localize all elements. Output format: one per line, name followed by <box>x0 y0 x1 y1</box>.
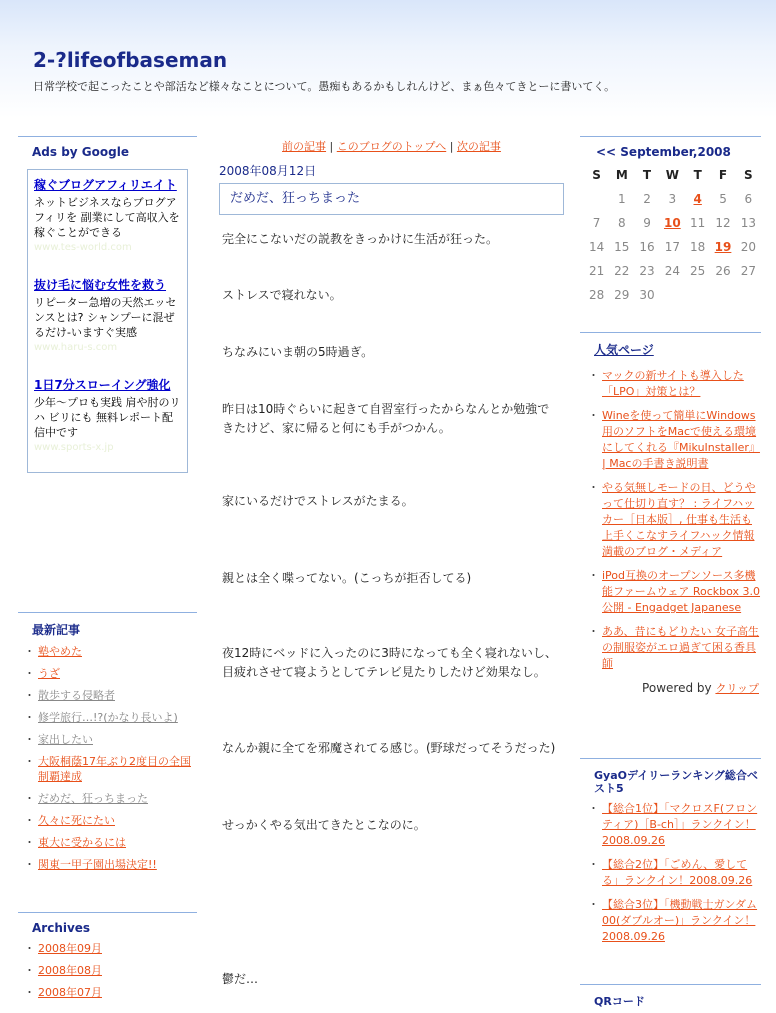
post-paragraph: せっかくやる気出てきたとこなのに。 <box>222 818 426 832</box>
calendar-day: 30 <box>639 288 655 302</box>
popular-page-link[interactable]: iPod互換のオープンソース多機能ファームウェア Rockbox 3.0公開 - Engadget Japanese <box>602 569 761 614</box>
recent-posts <box>18 612 197 879</box>
calendar-day: 16 <box>639 240 655 254</box>
calendar-title[interactable]: << September,2008 <box>580 136 761 163</box>
recent-post-link[interactable]: 修学旅行…!?(かなり長いよ) <box>38 711 178 724</box>
popular-page-link[interactable]: マックの新サイトも導入した「LPO」対策とは？ <box>602 369 744 398</box>
ad-item[interactable] <box>34 276 181 354</box>
archives <box>18 912 197 1007</box>
calendar-day: 8 <box>617 216 626 230</box>
calendar-weekdays <box>584 163 761 187</box>
popular-page-link[interactable]: やる気無しモードの日、どうやって仕切り直す？ : ライフハッカー［日本版］, 仕事も生活も上手くこなすライフハック情報満載のブログ・メディア <box>602 481 756 558</box>
qr-code-title: QRコード <box>580 984 761 1013</box>
calendar-day <box>736 283 761 307</box>
list-item <box>592 624 761 672</box>
list-item <box>28 710 197 725</box>
list-item <box>28 813 197 828</box>
popular-pages-title[interactable]: 人気ページ <box>580 332 761 368</box>
gyao-ranking-link[interactable]: 【総合2位】「ごめん、愛してる」ランクイン！2008.09.26 <box>602 858 753 887</box>
ad-url: www.haru-s.com <box>34 342 118 353</box>
calendar-day: 7 <box>592 216 601 230</box>
calendar-week <box>584 187 761 211</box>
list-item <box>592 857 761 889</box>
calendar-day: 29 <box>614 288 630 302</box>
post-paragraph: なんか親に全てを邪魔されてる感じ。(野球だってそうだった) <box>222 741 556 755</box>
calendar-day: 2 <box>643 192 651 206</box>
list-item <box>28 754 197 784</box>
recent-posts-list <box>18 644 197 872</box>
calendar-day: 27 <box>740 264 757 278</box>
post-paragraph: ストレスで寝れない。 <box>222 288 342 302</box>
calendar-day: 22 <box>614 264 630 278</box>
post-navigation <box>219 136 564 154</box>
calendar-weekday: F <box>718 168 728 182</box>
calendar-day <box>685 283 710 307</box>
right-sidebar <box>580 136 761 1009</box>
list-item <box>592 568 761 616</box>
calendar-week <box>584 235 761 259</box>
calendar-weekday: S <box>592 168 601 182</box>
recent-post-link[interactable]: 家出したい <box>38 733 93 746</box>
recent-post-link[interactable]: 散歩する侵略者 <box>38 689 115 702</box>
calendar-day <box>685 187 710 211</box>
calendar-day: 20 <box>740 240 757 254</box>
calendar-day: 17 <box>664 240 680 254</box>
calendar-week <box>584 283 761 307</box>
archive-link[interactable]: 2008年09月 <box>38 942 102 955</box>
calendar-day: 9 <box>643 216 651 230</box>
calendar-day: 15 <box>614 240 630 254</box>
calendar-day <box>710 235 735 259</box>
calendar-weekday: W <box>665 168 679 182</box>
calendar-weekday: S <box>744 168 753 182</box>
archives-title: Archives <box>18 912 197 941</box>
calendar-day: 3 <box>668 192 677 206</box>
calendar-body <box>584 187 761 307</box>
gyao-ranking-link[interactable]: 【総合3位】「機動戦士ガンダム00(ダブルオー)」ランクイン！2008.09.26 <box>602 898 758 943</box>
calendar-day-link[interactable]: 19 <box>714 240 732 254</box>
list-item <box>28 963 197 978</box>
nav-separator: | <box>329 140 334 153</box>
list-item <box>592 897 761 945</box>
calendar-day-link[interactable]: 10 <box>663 216 681 230</box>
list-item <box>28 835 197 850</box>
calendar-weekday: T <box>642 168 652 182</box>
gyao-ranking <box>580 758 761 953</box>
recent-post-link[interactable]: 関東一甲子園出場決定!! <box>38 858 157 871</box>
post-paragraph: 家にいるだけでストレスがたまる。 <box>222 494 414 508</box>
popular-pages <box>580 332 761 696</box>
powered-by <box>580 680 761 696</box>
list-item <box>28 644 197 659</box>
gyao-ranking-title: GyaOデイリーランキング総合ベスト5 <box>580 758 761 801</box>
calendar-day <box>660 211 685 235</box>
post-paragraph: 昨日は10時ぐらいに起きて自習室行ったからなんとか勉強できたけど、家に帰ると何にも手がつかん。 <box>222 402 550 435</box>
calendar-day: 1 <box>617 192 626 206</box>
left-sidebar <box>18 136 197 999</box>
ad-title[interactable]: 1日7分スローイング強化 <box>34 378 171 392</box>
post-paragraph: ちなみにいま朝の5時過ぎ。 <box>222 345 374 359</box>
calendar-day: 6 <box>744 192 753 206</box>
site-description: 日常学校で起こったことや部活など様々なことについて。愚痴もあるかもしれんけど、まぁ色々てきとーに書いてく。 <box>33 80 616 93</box>
powered-by-link[interactable]: クリップ <box>715 682 759 695</box>
list-item <box>592 480 761 560</box>
calendar-day: 28 <box>588 288 605 302</box>
ad-item[interactable] <box>34 376 181 454</box>
calendar-day <box>584 187 609 211</box>
list-item <box>28 791 197 806</box>
calendar-day: 25 <box>690 264 706 278</box>
post-date: 2008年08月12日 <box>219 164 317 178</box>
gyao-ranking-link[interactable]: 【総合1位】「マクロスF(フロンティア)［B-ch］」ランクイン！2008.09.26 <box>602 802 758 847</box>
list-item <box>28 985 197 1000</box>
list-item <box>28 732 197 747</box>
post-title: だめだ、狂っちまった <box>219 183 564 215</box>
gyao-ranking-list <box>580 801 761 945</box>
list-item <box>28 941 197 956</box>
ad-item[interactable] <box>34 176 181 254</box>
recent-post-link[interactable]: うざ <box>38 667 60 680</box>
ad-text: リピーター急増の天然エッセンスとは? シャンプーに混ぜるだけ-いますぐ実感 <box>34 296 177 339</box>
calendar-week <box>584 259 761 283</box>
calendar-day: 5 <box>719 192 727 206</box>
archive-link[interactable]: 2008年07月 <box>38 986 102 999</box>
list-item <box>28 666 197 681</box>
calendar-day: 24 <box>664 264 680 278</box>
recent-post-link[interactable]: 大阪桐蔭17年ぶり2度目の全国制覇達成 <box>38 755 191 783</box>
ad-title[interactable]: 抜け毛に悩む女性を救う <box>34 278 167 292</box>
recent-post-link[interactable]: 久々に死にたい <box>38 814 115 827</box>
calendar-day: 11 <box>690 216 706 230</box>
calendar-weekday: M <box>615 168 628 182</box>
blog-header <box>0 0 776 118</box>
calendar-day: 14 <box>588 240 605 254</box>
blog-top-link[interactable]: このブログのトップへ <box>336 140 447 153</box>
calendar-day-link[interactable]: 4 <box>693 192 702 206</box>
list-item <box>592 408 761 472</box>
calendar-day: 21 <box>588 264 605 278</box>
calendar-day: 13 <box>740 216 757 230</box>
ads-frame <box>27 169 188 473</box>
calendar-day: 23 <box>639 264 655 278</box>
popular-page-link[interactable]: Wineを使って簡単にWindows用のソフトをMacで使える環境にしてくれる『MikuInstaller』 | Macの手書き説明書 <box>602 409 760 470</box>
ad-text: 少年〜プロも実践 肩や肘のリハ ビリにも 無料レポート配信中です <box>34 396 181 439</box>
archive-link[interactable]: 2008年08月 <box>38 964 102 977</box>
calendar-day <box>660 283 685 307</box>
post-paragraph: 鬱だ… <box>222 972 259 986</box>
post-paragraph: 夜12時にベッドに入ったのに3時になっても全く寝れないし、目疲れさせて寝ようとしてテレビ見たりしたけど効果なし。 <box>222 646 557 679</box>
nav-separator: | <box>449 140 454 153</box>
post-paragraph: 親とは全く喋ってない。(こっちが拒否してる) <box>222 571 472 585</box>
next-post-link[interactable]: 次の記事 <box>456 140 501 153</box>
ad-url: www.tes-world.com <box>34 242 132 253</box>
calendar-day: 26 <box>715 264 731 278</box>
prev-post-link[interactable]: 前の記事 <box>282 140 327 153</box>
recent-posts-title: 最新記事 <box>18 612 197 644</box>
list-item <box>28 857 197 872</box>
calendar-day <box>710 283 735 307</box>
list-item <box>592 801 761 849</box>
archives-list <box>18 941 197 1000</box>
powered-by-label: Powered by <box>642 681 712 695</box>
calendar-day: 18 <box>690 240 706 254</box>
recent-post-link[interactable]: 東大に受かるには <box>38 836 126 849</box>
ad-url: www.sports-x.jp <box>34 442 114 453</box>
calendar <box>584 163 761 307</box>
recent-post-link[interactable]: 塾やめた <box>38 645 82 658</box>
ads-title: Ads by Google <box>18 136 197 165</box>
calendar-week <box>584 211 761 235</box>
calendar-weekday: T <box>693 168 702 182</box>
list-item <box>592 368 761 400</box>
popular-pages-list <box>580 368 761 672</box>
post-paragraph: 完全にこないだの説教をきっかけに生活が狂った。 <box>222 232 499 246</box>
list-item <box>28 688 197 703</box>
ad-text: ネットビジネスならブログアフィリを 副業にして高収入を稼ぐことができる <box>34 196 180 239</box>
site-title[interactable]: 2-?lifeofbaseman <box>33 48 228 72</box>
ad-title[interactable]: 稼ぐブログアフィリエイト <box>34 178 177 192</box>
calendar-day: 12 <box>715 216 731 230</box>
main-content <box>219 136 564 1009</box>
popular-page-link[interactable]: ああ、昔にもどりたい 女子高生の制服姿がエロ過ぎて困る香具師 <box>602 625 760 670</box>
recent-post-link[interactable]: だめだ、狂っちまった <box>38 792 148 805</box>
